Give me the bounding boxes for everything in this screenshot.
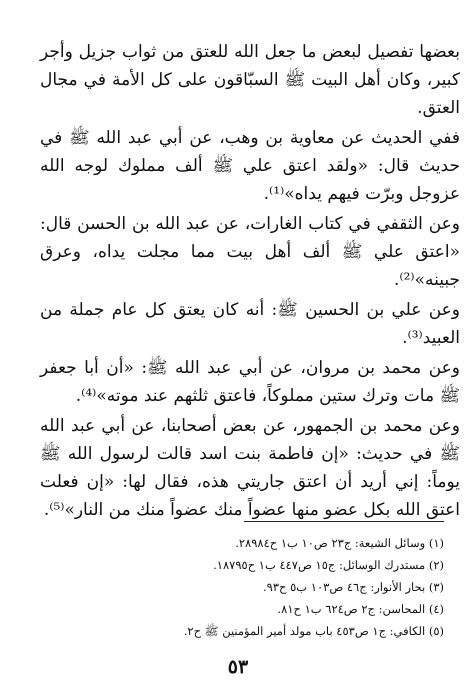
- paragraph-1: بعضها تفصيل لبعض ما جعل الله للعتق من ثواب جزيل وأجر كبير، وكان أهل البيت ﷺ السبّاقون على كل الأمة في مجال العتق.: [40, 42, 460, 118]
- footnote-4: (٤) المحاسن: ج٢ ص٦٢٤ ب١ ح٨١.: [277, 602, 444, 616]
- paragraph-2: ففي الحديث عن معاوية بن وهب، عن أبي عبد الله ﷺ في حديث قال: «ولقد اعتق علي ﷺ ألف مملوك لوجه الله عزوجل وبرّت فيهم يداه»⁽¹⁾.: [40, 128, 460, 204]
- paragraph-3: وعن الثقفي في كتاب الغارات، عن عبد الله بن الحسن قال: «اعتق علي ﷺ ألف أهل بيت مما مجلت يداه، وعرق جبينه»⁽²⁾.: [40, 214, 460, 290]
- paragraph-4: وعن علي بن الحسين ﷺ: أنه كان يعتق كل عام جملة من العبيد⁽³⁾.: [40, 300, 460, 348]
- footnote-1: (١) وسائل الشيعة: ج٢٣ ص١٠ ب١ ح٢٨٩٨٤.: [235, 536, 444, 550]
- footnote-5: (٥) الكافي: ج١ ص٤٥٣ باب مولد أمير المؤمنين ﷺ ح٢.: [183, 624, 444, 638]
- paragraph-6: وعن محمد بن الجمهور، عن بعض أصحابنا، عن أبي عبد الله ﷺ في حديث: «إن فاطمة بنت اسد قالت لرسول الله ﷺ يوماً: إني أريد أن اعتق جاريتي هذه، فقال لها: «إن فعلت اعتق الله بكل عضو منها عضواً منك عضواً منك من النار»⁽⁵⁾.: [40, 416, 460, 520]
- footnote-3: (٣) بحار الأنوار: ج٤٦ ص١٠٣ ب٥ ح٩٣.: [263, 580, 444, 594]
- footnote-2: (٢) مستدرك الوسائل: ج١٥ ص٤٤٧ ب١ ح١٨٧٩٥.: [213, 558, 444, 572]
- footnotes: [34, 532, 444, 642]
- footnote-divider: [244, 521, 444, 522]
- page-number: ٥٣: [227, 656, 249, 678]
- paragraph-5: وعن محمد بن مروان، عن أبي عبد الله ﷺ: «أن أبا جعفر ﷺ مات وترك ستين مملوكاً، فاعتق ثلثهم عند موته»⁽⁴⁾.: [40, 358, 461, 406]
- main-text: [40, 38, 460, 526]
